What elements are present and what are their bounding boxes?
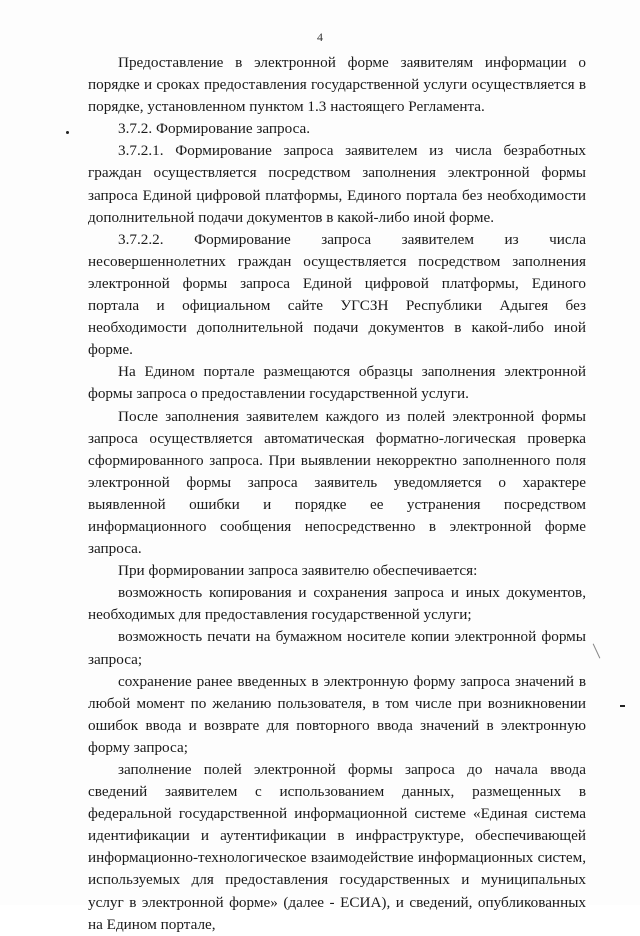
list-item: возможность копирования и сохранения запроса и иных документов, необходимых для предоставления государственной услуги; (88, 584, 586, 624)
list-item: заполнение полей электронной формы запроса до начала ввода сведений заявителем с использованием данных, размещенных в федеральной государственной информационной системе «Единая система идентификации и аутентификации в инфраструктуре, обеспечивающей информационно-технологическое взаимодействие информационных систем, используемых для предоставления государственных и муниципальных услуг в электронной форме» (далее - ЕСИА), и сведений, опубликованных на Едином портале, (88, 761, 586, 933)
section-heading: 3.7.2. Формирование запроса. (118, 120, 311, 138)
scan-speck (620, 705, 625, 707)
page-number: 4 (317, 30, 323, 44)
paragraph: На Едином портале размещаются образцы заполнения электронной формы запроса о предоставлении государственной услуги. (88, 363, 586, 403)
paragraph: При формировании запроса заявителю обеспечивается: (118, 562, 478, 580)
list-item: сохранение ранее введенных в электронную форму запроса значений в любой момент по желанию пользователя, в том числе при возникновении ошибок ввода и возврате для повторного ввода значений в электронную форму запроса; (88, 672, 586, 756)
list-item: возможность печати на бумажном носителе копии электронной формы запроса; (88, 628, 586, 668)
paragraph: 3.7.2.1. Формирование запроса заявителем из числа безработных граждан осуществляется посредством заполнения электронной формы запроса Единой цифровой платформы, Единого портала без необходимости дополнительной подачи документов в какой-либо иной форме. (88, 142, 586, 226)
paragraph: Предоставление в электронной форме заявителям информации о порядке и сроках предоставления государственной услуги осуществляется в порядке, установленном пунктом 1.3 настоящего Регламента. (88, 54, 586, 116)
paragraph: После заполнения заявителем каждого из полей электронной формы запроса осуществляется автоматическая форматно-логическая проверка сформированного запроса. При выявлении некорректно заполненного поля электронной формы запроса заявитель уведомляется о характере выявленной ошибки и порядке ее устранения посредством информационного сообщения непосредственно в электронной форме запроса. (88, 407, 586, 558)
scan-speck (66, 131, 69, 134)
scan-speck (593, 644, 601, 659)
paragraph: 3.7.2.2. Формирование запроса заявителем из числа несовершеннолетних граждан осуществляется посредством заполнения электронной формы запроса Единой цифровой платформы, Единого портала и официальном сайте УГСЗН Республики Адыгея без необходимости дополнительной подачи документов в какой-либо иной форме. (88, 230, 586, 359)
document-body (88, 52, 586, 936)
